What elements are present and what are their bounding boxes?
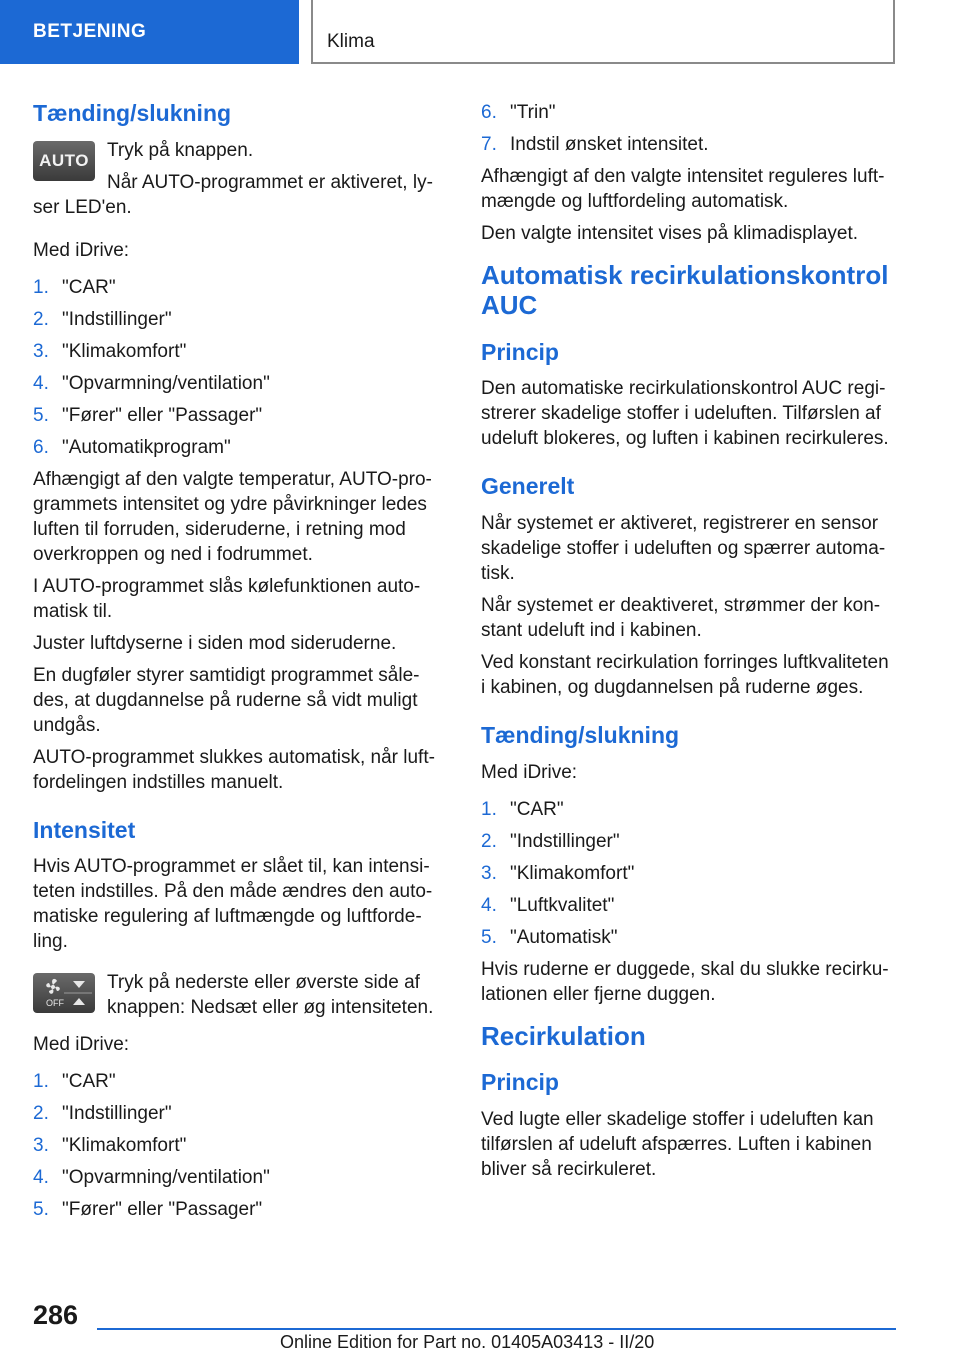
step-text: "CAR" (62, 276, 116, 298)
step-text: "Automatikprogram" (62, 436, 231, 458)
step-number: 6. (33, 436, 49, 458)
heading-recirculation: Recirkulation (481, 1020, 646, 1051)
list-item (33, 275, 438, 300)
paragraph: Den automatiske recirkulationskontrol AUC regi- strerer skadelige stoffer i udeluften. Tilførslen af udeluft blokeres, og luften i kabinen recirkuleres. (481, 378, 889, 450)
step-text: "Klimakomfort" (62, 1135, 187, 1157)
paragraph: Tryk på knappen. (107, 139, 254, 161)
step-number: 3. (33, 1135, 49, 1157)
right-column (481, 100, 896, 1189)
list-item (481, 829, 896, 854)
section-label: BETJENING (33, 21, 147, 43)
paragraph: Ved lugte eller skadelige stoffer i udeluften kan tilførslen af udeluft afspærres. Luften i kabinen bliver så recirkuleret. (481, 1108, 874, 1180)
heading-principle-2: Princip (481, 1069, 559, 1095)
paragraph: Den valgte intensitet vises på klimadisplayet. (481, 223, 859, 244)
heading-auc: Automatisk recirkulationskontrol AUC (481, 260, 889, 321)
auto-instruction-text (107, 138, 433, 195)
step-text: "Luftkvalitet" (510, 894, 615, 916)
paragraph: Med iDrive: (33, 1034, 130, 1056)
paragraph: En dugføler styrer samtidigt programmet såle- des, at dugdannelse på ruderne så vidt muligt undgås. (33, 664, 420, 736)
step-text: "CAR" (62, 1071, 116, 1093)
paragraph: Hvis ruderne er duggede, skal du slukke recirku- lationen eller fjerne duggen. (481, 958, 889, 1005)
step-number: 4. (33, 372, 49, 394)
step-number: 2. (33, 308, 49, 330)
step-number: 1. (33, 1071, 49, 1093)
step-text: "Fører" eller "Passager" (62, 404, 263, 426)
list-item (481, 893, 896, 918)
heading-on-off-auc: Tænding/slukning (481, 722, 680, 748)
paragraph: ser LED'en. (33, 196, 132, 218)
auto-instruction (33, 138, 438, 195)
list-item (33, 403, 438, 428)
paragraph: Med iDrive: (33, 239, 130, 261)
paragraph: Når AUTO-programmet er aktiveret, ly- (107, 171, 433, 193)
paragraph: Afhængigt af den valgte intensitet reguleres luft- mængde og luftfordeling automatisk. (481, 166, 885, 212)
step-number: 3. (33, 340, 49, 362)
step-number: 1. (33, 276, 49, 298)
paragraph: AUTO-programmet slukkes automatisk, når luft- fordelingen indstilles manuelt. (33, 746, 435, 793)
step-text: "Opvarmning/ventilation" (62, 1167, 270, 1189)
idrive-steps-2 (33, 1069, 438, 1222)
step-text: "Opvarmning/ventilation" (62, 372, 270, 394)
footer-divider (97, 1328, 896, 1330)
step-text: "Klimakomfort" (510, 862, 635, 884)
heading-intensity: Intensitet (33, 816, 136, 843)
fan-off-label: OFF (46, 998, 64, 1009)
paragraph: Når systemet er deaktiveret, strømmer der kon- stant udeluft ind i kabinen. (481, 595, 881, 641)
step-text: "Trin" (510, 102, 556, 123)
idrive-steps-auc (481, 797, 896, 950)
paragraph: Afhængigt af den valgte temperatur, AUTO-pro- grammets intensitet og ydre påvirkninger ledes luften til forruden, sideruderne, i retning mod overkroppen og ned i fodrummet. (33, 468, 432, 565)
chapter-label: Klima (327, 31, 375, 52)
page-number: 286 (33, 1300, 79, 1330)
step-text: "Indstillinger" (62, 308, 172, 330)
step-number: 2. (33, 1103, 49, 1125)
fan-instruction (33, 970, 438, 1020)
step-number: 1. (481, 798, 497, 820)
paragraph: Hvis AUTO-programmet er slået til, kan intensi- teten indstilles. På den måde ændres den auto- matiske regulering af luftmængde og luftforde- ling. (33, 856, 433, 953)
list-item (481, 132, 896, 157)
heading-on-off: Tænding/slukning (33, 100, 232, 126)
auto-button-icon: AUTO (33, 141, 95, 181)
chapter-tab (311, 0, 895, 64)
step-number: 5. (481, 926, 497, 948)
paragraph: Ved konstant recirkulation forringes luftkvaliteten i kabinen, og dugdannelsen på ruderne øges. (481, 652, 889, 698)
idrive-steps-continued (481, 100, 896, 157)
fan-button-icon (33, 973, 95, 1013)
step-text: "CAR" (510, 798, 564, 820)
heading-general: Generelt (481, 473, 575, 500)
paragraph: Tryk på nederste eller øverste side af knappen: Nedsæt eller øg intensiteten. (107, 972, 434, 1019)
heading-principle: Princip (481, 338, 559, 365)
step-number: 3. (481, 862, 497, 884)
step-text: "Klimakomfort" (62, 340, 187, 362)
paragraph: Juster luftdyserne i siden mod sideruderne. (33, 632, 397, 654)
step-text: "Automatisk" (510, 926, 618, 948)
fan-button-wrap (33, 970, 95, 1020)
step-number: 5. (33, 1199, 49, 1221)
step-number: 7. (481, 134, 497, 155)
list-item (33, 307, 438, 332)
paragraph: I AUTO-programmet slås kølefunktionen auto- matisk til. (33, 575, 421, 622)
fan-icon (33, 973, 95, 1013)
step-text: "Indstillinger" (510, 830, 620, 852)
idrive-steps-1 (33, 275, 438, 460)
list-item (33, 371, 438, 396)
list-item (33, 1197, 438, 1222)
step-text: "Fører" eller "Passager" (62, 1199, 263, 1221)
paragraph: Når systemet er aktiveret, registrerer en sensor skadelige stoffer i udeluften og spærrer automa- tisk. (481, 513, 886, 584)
left-column (33, 100, 438, 1229)
list-item (481, 100, 896, 125)
paragraph: Med iDrive: (481, 761, 578, 783)
list-item (33, 1069, 438, 1094)
list-item (33, 1133, 438, 1158)
section-tab (0, 0, 299, 64)
step-number: 4. (33, 1167, 49, 1189)
list-item (33, 339, 438, 364)
list-item (481, 797, 896, 822)
list-item (481, 925, 896, 950)
step-number: 5. (33, 404, 49, 426)
step-number: 4. (481, 894, 497, 916)
step-text: "Indstillinger" (62, 1103, 172, 1125)
step-text: Indstil ønsket intensitet. (510, 134, 709, 155)
auto-button-wrap (33, 138, 95, 195)
step-number: 2. (481, 830, 497, 852)
list-item (481, 861, 896, 886)
list-item (33, 435, 438, 460)
edition-note: Online Edition for Part no. 01405A03413 - II/20 (280, 1332, 655, 1352)
list-item (33, 1101, 438, 1126)
list-item (33, 1165, 438, 1190)
step-number: 6. (481, 102, 497, 123)
